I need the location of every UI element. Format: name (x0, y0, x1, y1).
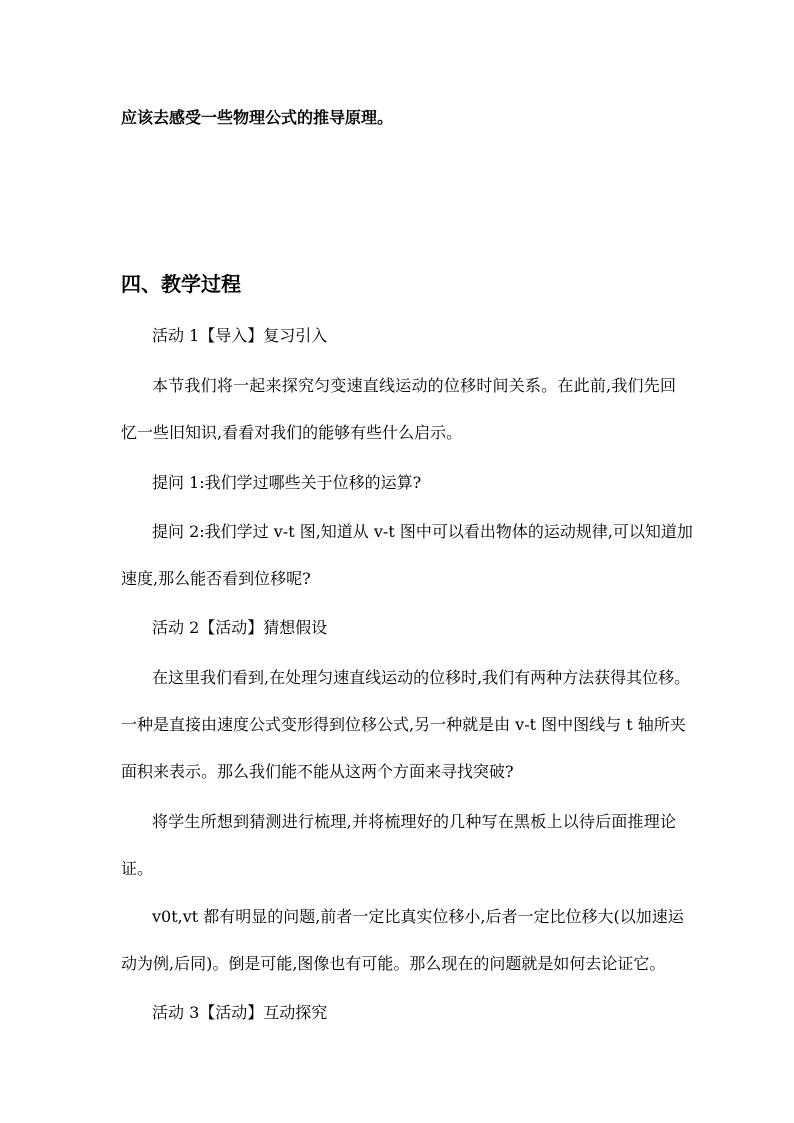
activity1-question2-line: 提问 2:我们学过 v-t 图,知道从 v-t 图中可以看出物体的运动规律,可以知道加 (152, 522, 693, 541)
activity2-title: 活动 2【活动】猜想假设 (152, 618, 328, 637)
activity1-question1: 提问 1:我们学过哪些关于位移的运算? (152, 473, 422, 492)
activity3-title: 活动 3【活动】互动探究 (152, 1003, 328, 1022)
activity2-paragraph1-line: 在这里我们看到,在处理匀速直线运动的位移时,我们有两种方法获得其位移。 (152, 668, 691, 687)
activity1-paragraph-line: 忆一些旧知识,看看对我们的能够有些什么启示。 (121, 423, 463, 442)
intro-closing-line: 应该去感受一些物理公式的推导原理。 (121, 108, 394, 127)
activity2-paragraph3-line: 动为例,后同)。倒是可能,图像也有可能。那么现在的问题就是如何去论证它。 (121, 954, 666, 973)
activity2-paragraph2-line: 证。 (121, 859, 154, 878)
activity2-paragraph2-line: 将学生所想到猜测进行梳理,并将梳理好的几种写在黑板上以待后面推理论 (152, 812, 676, 831)
activity1-question2-line: 速度,那么能否看到位移呢? (121, 569, 311, 588)
activity2-paragraph1-line: 面积来表示。那么我们能不能从这两个方面来寻找突破? (121, 762, 514, 781)
activity2-paragraph3-line: v0t,vt 都有明显的问题,前者一定比真实位移小,后者一定比位移大(以加速运 (152, 907, 684, 926)
section-heading: 四、教学过程 (121, 272, 241, 296)
activity1-title: 活动 1【导入】复习引入 (152, 326, 328, 345)
activity1-paragraph-line: 本节我们将一起来探究匀变速直线运动的位移时间关系。在此前,我们先回 (152, 376, 676, 395)
activity2-paragraph1-line: 一种是直接由速度公式变形得到位移公式,另一种就是由 v-t 图中图线与 t 轴所夹 (121, 715, 686, 734)
